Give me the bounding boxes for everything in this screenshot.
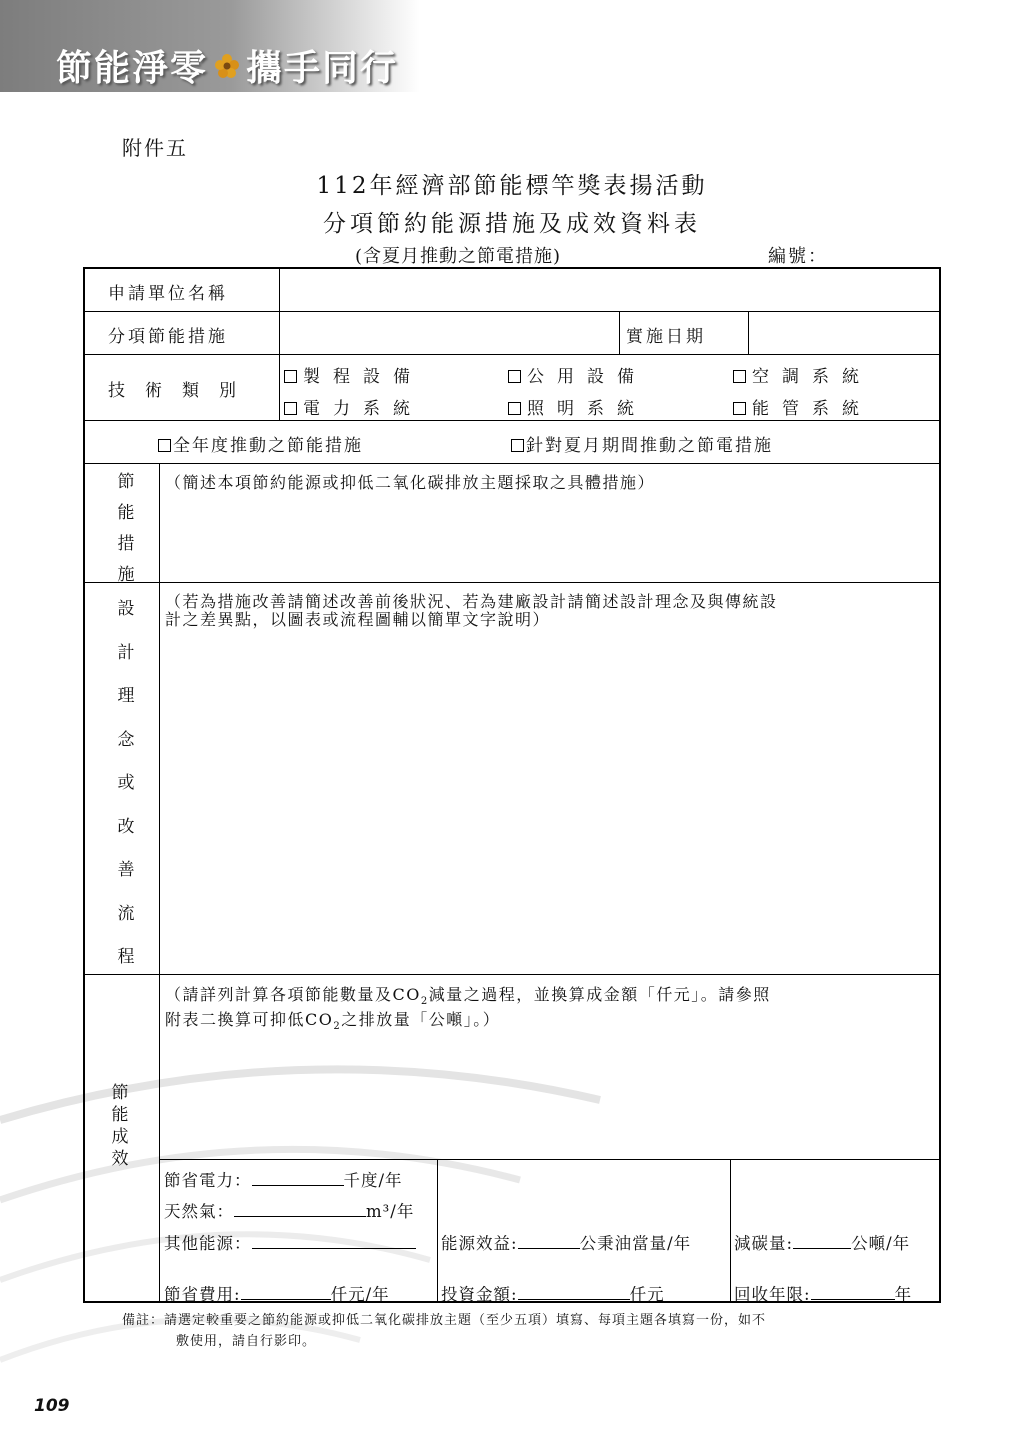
row-divider bbox=[83, 354, 941, 355]
row-divider bbox=[159, 1159, 941, 1160]
applicant-field[interactable] bbox=[290, 279, 930, 307]
cost-saving-blank[interactable] bbox=[241, 1284, 331, 1300]
tech-option-hvac[interactable]: 空調系統 bbox=[733, 362, 872, 387]
energy-benefit-field: 能源效益: 公秉油當量/年 bbox=[441, 1234, 692, 1253]
measure-field[interactable] bbox=[290, 318, 610, 348]
natural-gas-field: 天然氣： m³/年 bbox=[164, 1202, 415, 1221]
checkbox-icon[interactable] bbox=[733, 402, 746, 415]
attachment-label: 附件五 bbox=[122, 136, 188, 160]
electricity-saving-field: 節省電力： 千度/年 bbox=[164, 1171, 403, 1190]
checkbox-icon[interactable] bbox=[511, 439, 524, 452]
applicant-label: 申請單位名稱 bbox=[108, 284, 228, 304]
section2-input-area[interactable] bbox=[165, 640, 935, 968]
period-option-summer[interactable]: 針對夏月期間推動之節電措施 bbox=[511, 431, 773, 456]
header-title bbox=[56, 40, 398, 91]
date-field[interactable] bbox=[756, 318, 931, 348]
section3-label: 節 能 成 效 bbox=[111, 1083, 129, 1169]
energy-benefit-blank[interactable] bbox=[518, 1233, 580, 1249]
row-divider bbox=[83, 420, 941, 421]
section1-description: （簡述本項節約能源或抑低二氧化碳排放主題採取之具體措施） bbox=[165, 473, 656, 492]
checkbox-icon[interactable] bbox=[508, 402, 521, 415]
row-divider bbox=[83, 463, 941, 464]
other-energy-field: 其他能源： bbox=[164, 1230, 416, 1254]
investment-blank[interactable] bbox=[518, 1284, 630, 1300]
checkbox-icon[interactable] bbox=[158, 439, 171, 452]
row-divider bbox=[83, 582, 941, 583]
checkbox-icon[interactable] bbox=[284, 402, 297, 415]
column-divider bbox=[279, 267, 280, 420]
tech-option-power[interactable]: 電力系統 bbox=[284, 394, 423, 419]
document-subtitle: (含夏月推動之節電措施) bbox=[355, 246, 562, 267]
column-divider bbox=[748, 311, 749, 354]
checkbox-icon[interactable] bbox=[508, 370, 521, 383]
page-number: 109 bbox=[34, 1396, 70, 1416]
row-divider bbox=[83, 974, 941, 975]
tech-option-process[interactable]: 製程設備 bbox=[284, 362, 423, 387]
flower-icon bbox=[214, 53, 240, 79]
tech-option-lighting[interactable]: 照明系統 bbox=[508, 394, 647, 419]
column-divider bbox=[619, 311, 620, 354]
number-label: 編號： bbox=[768, 246, 828, 267]
column-divider bbox=[159, 463, 160, 1303]
section2-description: （若為措施改善請簡述改善前後狀況、若為建廠設計請簡述設計理念及與傳統設 計之差異點，以圖表或流程圖輔以簡單文字說明） bbox=[165, 592, 778, 629]
electricity-saving-blank[interactable] bbox=[252, 1170, 344, 1186]
carbon-reduction-field: 減碳量: 公噸/年 bbox=[734, 1234, 911, 1253]
section2-label: 設 計 理 念 或 改 善 流 程 bbox=[117, 599, 135, 967]
section3-input-area[interactable] bbox=[165, 1030, 935, 1154]
carbon-reduction-blank[interactable] bbox=[793, 1233, 851, 1249]
tech-option-ems[interactable]: 能管系統 bbox=[733, 394, 872, 419]
note: 備註：請選定較重要之節約能源或抑低二氧化碳排放主題（至少五項）填寫、每項主題各填寫一份，如不 敷使用，請自行影印。 bbox=[122, 1313, 767, 1349]
row-divider bbox=[83, 311, 941, 312]
measure-label: 分項節能措施 bbox=[108, 327, 228, 347]
cost-saving-field: 節省費用: 仟元/年 bbox=[164, 1285, 390, 1304]
checkbox-icon[interactable] bbox=[733, 370, 746, 383]
section3-description: （請詳列計算各項節能數量及$CO_2$減量之過程，並換算成金額「仟元」。請參照 附表二換算可抑低$CO_2$之排放量「公噸」。） bbox=[165, 985, 771, 1033]
other-energy-blank[interactable] bbox=[252, 1233, 416, 1249]
header-title-right: 攜手同行 bbox=[246, 48, 399, 89]
column-divider bbox=[437, 1159, 438, 1303]
header-title-left: 節能淨零 bbox=[56, 48, 209, 89]
checkbox-icon[interactable] bbox=[284, 370, 297, 383]
document-title-line1: 112年經濟部節能標竿獎表揚活動 bbox=[316, 173, 708, 199]
column-divider bbox=[730, 1159, 731, 1303]
section1-input-area[interactable] bbox=[165, 498, 935, 578]
section1-label: 節 能 措 施 bbox=[117, 472, 135, 585]
investment-field: 投資金額: 仟元 bbox=[441, 1285, 665, 1304]
tech-label: 技術類別 bbox=[108, 381, 256, 401]
tech-option-utility[interactable]: 公用設備 bbox=[508, 362, 647, 387]
document-title-line2: 分項節約能源措施及成效資料表 bbox=[323, 211, 701, 237]
payback-field: 回收年限: 年 bbox=[734, 1285, 913, 1304]
period-option-full-year[interactable]: 全年度推動之節能措施 bbox=[158, 431, 363, 456]
payback-blank[interactable] bbox=[811, 1284, 895, 1300]
natural-gas-blank[interactable] bbox=[234, 1201, 366, 1217]
date-label: 實施日期 bbox=[626, 327, 706, 347]
